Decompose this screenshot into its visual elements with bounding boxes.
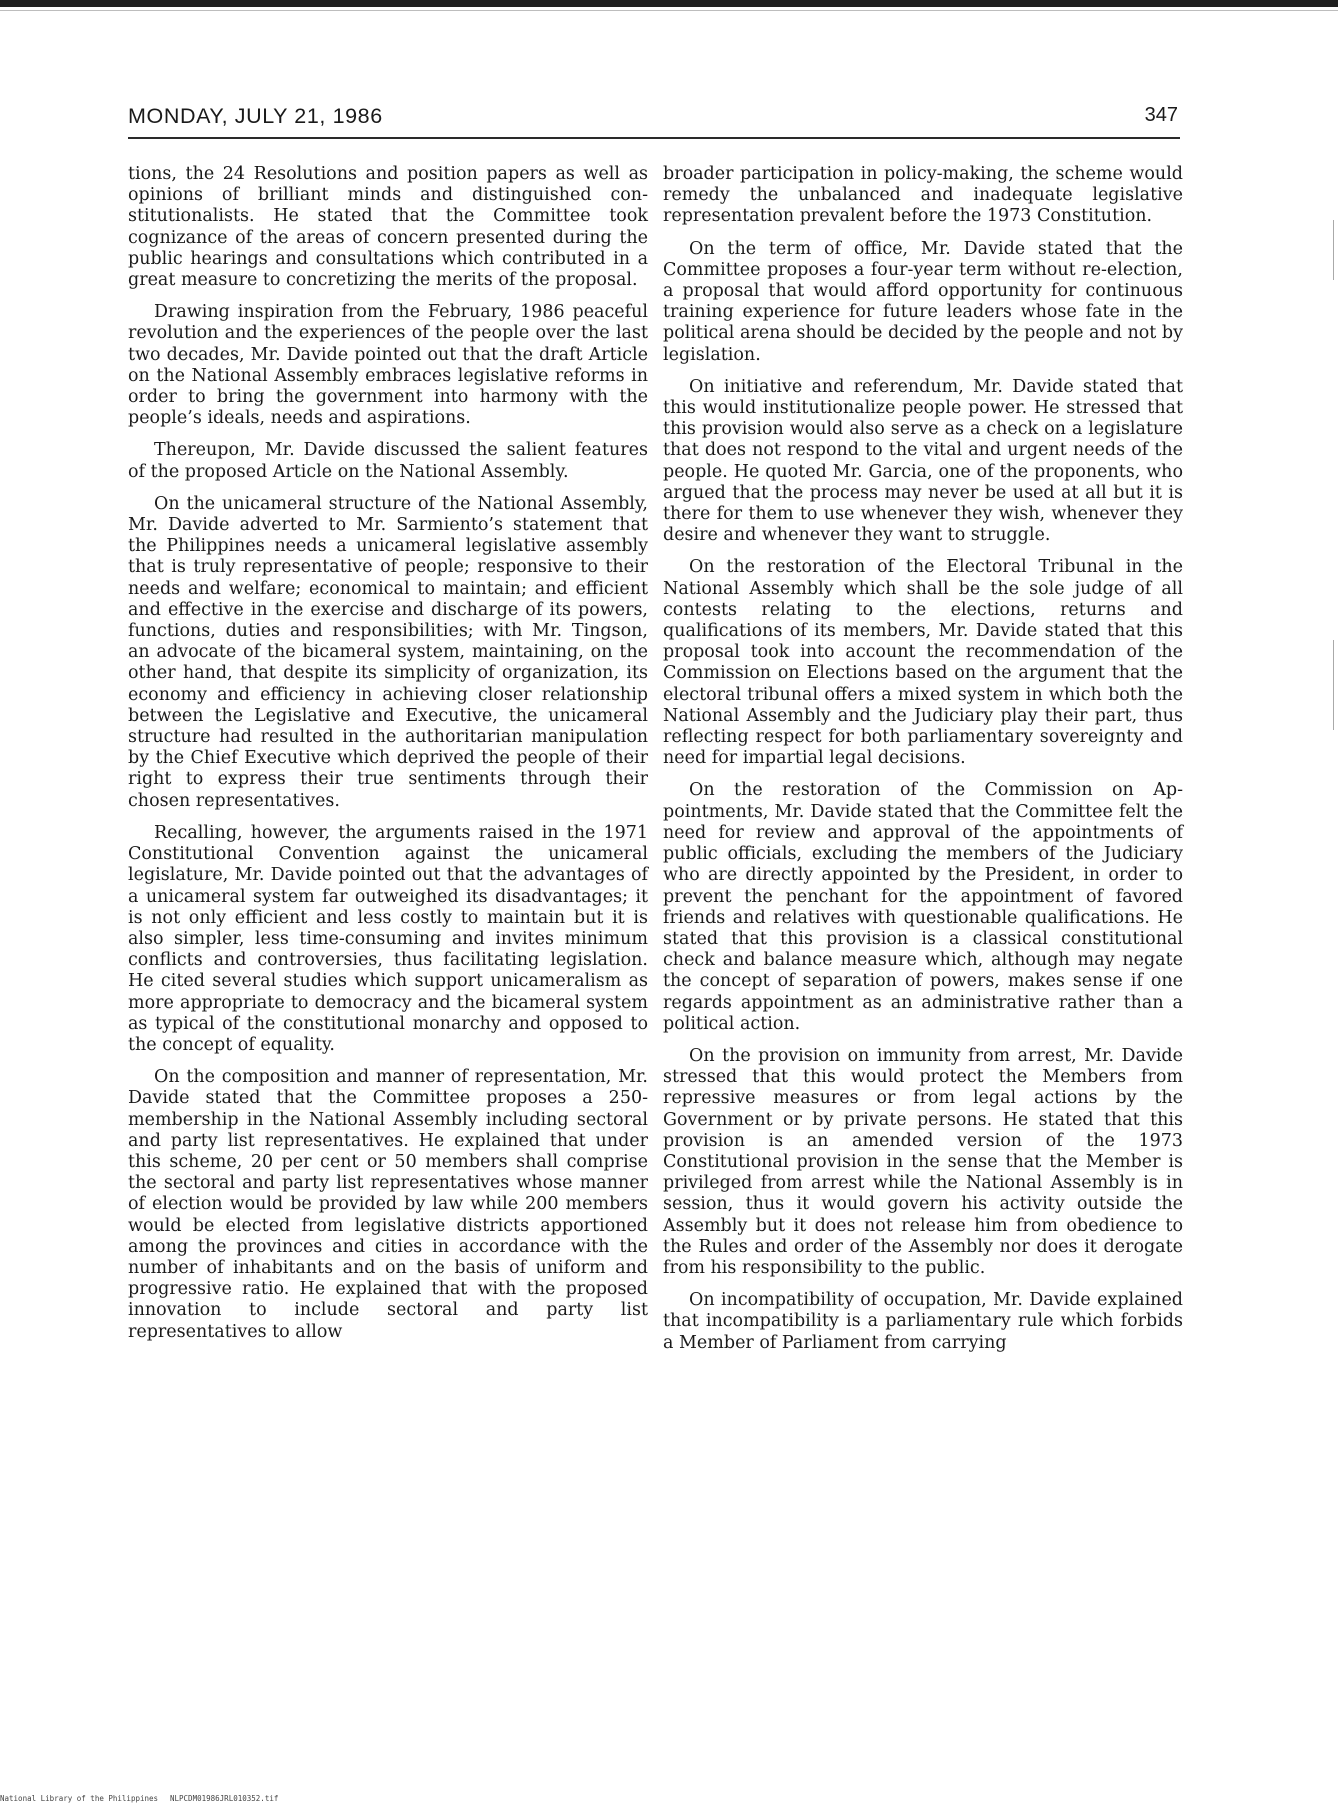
footer-file: NLPCDM01986JRL010352.tif <box>170 1794 279 1803</box>
paragraph: tions, the 24 Resolutions and position papers as well as opinions of brilliant minds and distinguished constitutionalists. He stated that the Committee took cognizance of the areas of concern presented during the public hearings and consultations which contributed in a great measure to concretizing the merits of the proposal. <box>128 164 648 291</box>
paragraph: On the provision on immunity from arrest, Mr. Davide stressed that this would protect the Members from repressive measures or from legal actions by the Government or by private persons. He stated that this provision is an amended version of the 1973 Constitutional provision in the sense that the Member is privileged from arrest while the National Assembly is in session, thus it would govern his activity outside the Assembly but it does not release him from obedience to the Rules and order of the Assembly nor does it derogate from his responsibility to the public. <box>663 1045 1183 1278</box>
footer-source: National Library of the Philippines <box>0 1794 159 1803</box>
right-column <box>663 164 1183 1365</box>
paragraph: broader participation in policy-making, the scheme would remedy the unbalanced and inadequate legislative representation prevalent before the 1973 Constitution. <box>663 164 1183 227</box>
scan-edge-mark <box>1333 220 1334 280</box>
paragraph: On incompatibility of occupation, Mr. Davide explained that incompatibility is a parliamentary rule which forbids a Member of Parliament from carrying <box>663 1290 1183 1353</box>
paragraph: On initiative and referendum, Mr. Davide stated that this would institutionalize people power. He stressed that this provision would also serve as a check on a legislature that does not respond to the vital and urgent needs of the people. He quoted Mr. Garcia, one of the proponents, who argued that the process may never be used at all but it is there for them to use whenever they wish, whenever they desire and whenever they want to struggle. <box>663 376 1183 546</box>
page-header <box>128 104 1178 138</box>
scan-edge-mark <box>1333 640 1334 730</box>
paragraph: Thereupon, Mr. Davide discussed the salient features of the proposed Article on the National Assembly. <box>128 440 648 482</box>
left-column <box>128 164 648 1354</box>
paragraph: On the restoration of the Electoral Tribunal in the National Assembly which shall be the sole judge of all contests relating to the elections, returns and qualifications of its members, Mr. Davide stated that this proposal took into account the recommendation of the Commission on Elections based on the argument that the electoral tribunal offers a mixed system in which both the National Assembly and the Judiciary play their part, thus reflecting respect for both parliamentary sovereignty and need for impartial legal decisions. <box>663 557 1183 769</box>
header-rule <box>128 137 1180 139</box>
paragraph: Recalling, however, the arguments raised in the 1971 Constitutional Convention against the unicameral legislature, Mr. Davide pointed out that the advantages of a unicameral system far outweighed its disadvantages; it is not only efficient and less costly to maintain but it is also simpler, less time-consuming and invites minimum conflicts and controversies, thus facilitating legislation. He cited several studies which support unicameralism as more appropriate to democracy and the bicameral system as typical of the constitutional monarchy and opposed to the concept of equality. <box>128 822 648 1055</box>
header-date: MONDAY, JULY 21, 1986 <box>128 104 383 128</box>
paragraph: On the term of office, Mr. Davide stated that the Committee proposes a four-year term without re-election, a proposal that would afford opportunity for continuous training experience for future leaders whose fate in the political arena should be decided by the people and not by legislation. <box>663 238 1183 365</box>
paragraph: Drawing inspiration from the February, 1986 peaceful revolution and the experiences of the people over the last two decades, Mr. Davide pointed out that the draft Article on the National Assembly embraces legislative reforms in order to bring the government into harmony with the people’s ideals, needs and aspirations. <box>128 302 648 429</box>
paragraph: On the unicameral structure of the National Assembly, Mr. Davide adverted to Mr. Sarmiento’s statement that the Philippines needs a unicameral legislative assembly that is truly representative of people; responsive to their needs and welfare; economical to maintain; and efficient and effective in the exercise and discharge of its powers, functions, duties and responsibilities; with Mr. Tingson, an advocate of the bicameral system, maintaining, on the other hand, that despite its simplicity of organization, its economy and efficiency in achieving closer relationship between the Legislative and Executive, the unicameral structure had resulted in the authoritarian manipulation by the Chief Executive which deprived the people of their right to express their true sentiments through their chosen representatives. <box>128 493 648 811</box>
top-border <box>0 0 1338 7</box>
page-number: 347 <box>1144 104 1178 126</box>
paragraph: On the restoration of the Commission on Appointments, Mr. Davide stated that the Committee felt the need for review and approval of the appointments of public officials, excluding the members of the Judiciary who are directly appointed by the President, in order to prevent the penchant for the appointment of favored friends and relatives with questionable qualifications. He stated that this provision is a classical constitutional check and balance measure which, although may negate the concept of separation of powers, makes sense if one regards appointment as an administrative rather than a political action. <box>663 780 1183 1034</box>
paragraph: On the composition and manner of representation, Mr. Davide stated that the Committee proposes a 250-membership in the National Assembly including sectoral and party list representatives. He explained that under this scheme, 20 per cent or 50 members shall comprise the sectoral and party list representatives whose manner of election would be provided by law while 200 members would be elected from legislative districts apportioned among the provinces and cities in accordance with the number of inhabitants and on the basis of uniform and progressive ratio. He explained that with the proposed innovation to include sectoral and party list representatives to allow <box>128 1067 648 1342</box>
top-border-thin <box>0 10 1338 11</box>
